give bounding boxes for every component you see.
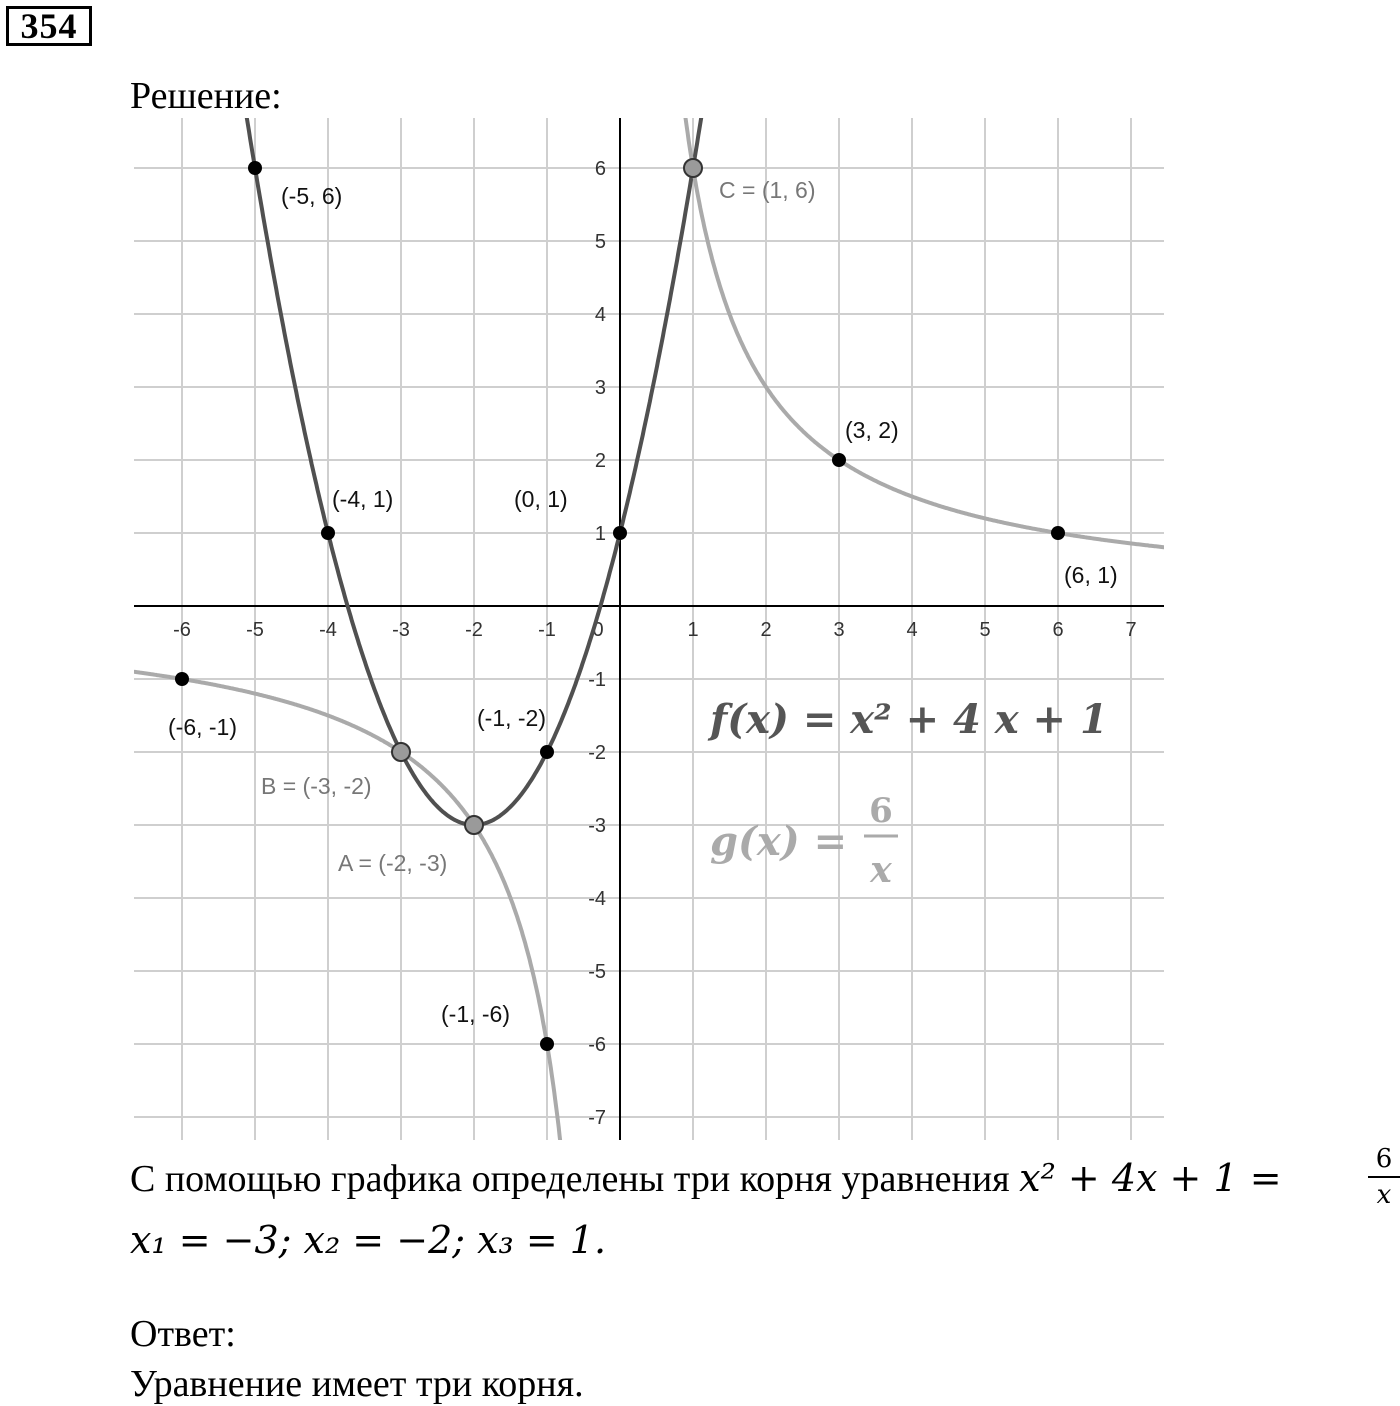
- point-label: (-1, -2): [477, 705, 546, 731]
- point-label: (0, 1): [514, 486, 568, 512]
- y-tick-label: -3: [588, 815, 606, 837]
- y-tick-label: -2: [588, 742, 606, 764]
- hyperbola-right-branch: [680, 72, 1168, 548]
- x-tick-label: -4: [319, 619, 337, 641]
- point-label: (-6, -1): [168, 714, 237, 740]
- y-tick-label: -4: [588, 888, 606, 910]
- point-labels: [168, 177, 1118, 1027]
- x-tick-label: 0: [592, 619, 604, 641]
- fraction-denominator: x: [1376, 1180, 1392, 1210]
- x-tick-label: 1: [687, 619, 699, 641]
- intersection-label: B = (-3, -2): [261, 773, 372, 799]
- data-point: [175, 672, 189, 686]
- x-tick-label: 7: [1125, 619, 1137, 641]
- solution-heading: Решение:: [130, 75, 282, 117]
- y-tick-label: 4: [594, 304, 606, 326]
- x-tick-label: -2: [465, 619, 483, 641]
- data-point: [832, 453, 846, 467]
- data-point: [248, 161, 262, 175]
- data-point: [540, 745, 554, 759]
- data-point: [613, 526, 627, 540]
- x-tick-label: -3: [392, 619, 410, 641]
- y-tick-label: 3: [594, 377, 606, 399]
- point-label: (-5, 6): [281, 183, 343, 209]
- fraction-bar: [1368, 1176, 1400, 1178]
- x-tick-label: -6: [173, 619, 191, 641]
- data-point: [321, 526, 335, 540]
- axes: [134, 118, 1164, 1140]
- answer-heading: Ответ:: [130, 1313, 236, 1355]
- parabola-curve: [124, 0, 715, 825]
- grid: [134, 118, 1164, 1140]
- x-tick-label: -1: [538, 619, 556, 641]
- x-tick-label: -5: [246, 619, 264, 641]
- y-tick-label: 5: [594, 231, 606, 253]
- intersection-point: [392, 743, 410, 761]
- equation: x² + 4x + 1 =: [1019, 1156, 1282, 1200]
- conclusion-text: С помощью графика определены три корня уравнения: [130, 1158, 1010, 1200]
- equation-fraction: [1364, 1144, 1400, 1210]
- x-tick-label: 4: [906, 619, 918, 641]
- y-tick-label: -5: [588, 961, 606, 983]
- data-point: [1051, 526, 1065, 540]
- conclusion-line: [130, 1156, 1282, 1201]
- x-tick-label: 3: [833, 619, 845, 641]
- fraction-numerator: 6: [1375, 1144, 1393, 1174]
- g-formula-numerator: 6: [869, 791, 893, 831]
- point-label: (-1, -6): [441, 1001, 510, 1027]
- y-tick-label: 2: [594, 450, 606, 472]
- intersection-label: A = (-2, -3): [338, 850, 448, 876]
- intersection-point: [465, 816, 483, 834]
- point-label: (6, 1): [1064, 562, 1118, 588]
- y-tick-label: -7: [588, 1107, 606, 1129]
- y-tick-label: -6: [588, 1034, 606, 1056]
- f-formula-label: f(x) = x² + 4 x + 1: [710, 696, 1108, 743]
- intersection-point: [684, 159, 702, 177]
- g-formula-denominator: x: [870, 849, 892, 891]
- problem-number: 354: [6, 6, 92, 46]
- x-tick-label: 6: [1052, 619, 1064, 641]
- answer-text: Уравнение имеет три корня.: [130, 1363, 584, 1405]
- curves: [124, 0, 1168, 1168]
- g-formula-label: g(x) =: [710, 818, 848, 865]
- hyperbola-left-branch: [124, 670, 563, 1167]
- intersection-label: C = (1, 6): [719, 177, 816, 203]
- y-tick-label: -1: [588, 669, 606, 691]
- y-tick-label: 1: [594, 523, 606, 545]
- data-point: [540, 1037, 554, 1051]
- x-tick-label: 5: [979, 619, 991, 641]
- point-label: (3, 2): [845, 417, 899, 443]
- point-label: (-4, 1): [332, 486, 394, 512]
- formula-labels: [707, 696, 1108, 891]
- x-tick-label: 2: [760, 619, 772, 641]
- y-tick-label: 6: [594, 158, 606, 180]
- roots-line: x₁ = −3; x₂ = −2; x₃ = 1.: [130, 1218, 607, 1262]
- tick-labels: [173, 158, 1136, 1129]
